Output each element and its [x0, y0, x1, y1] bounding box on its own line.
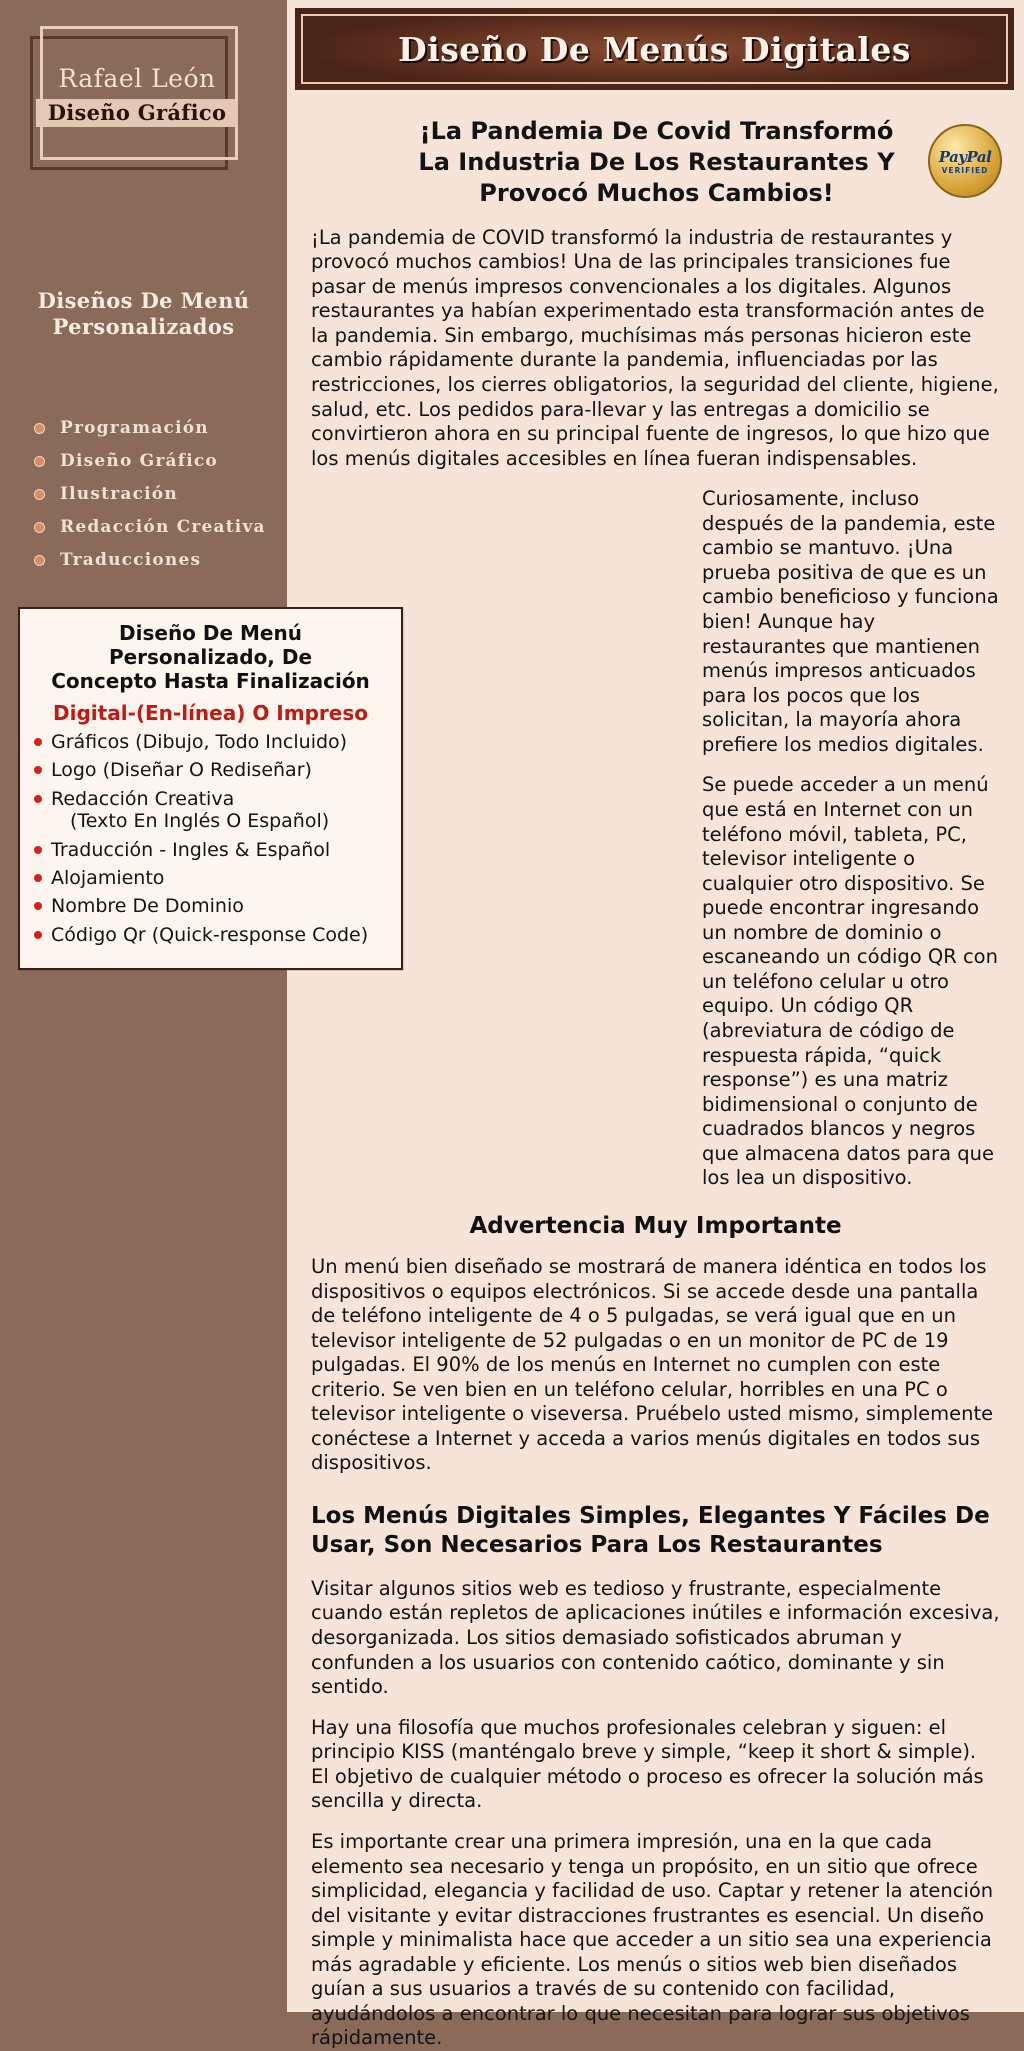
paragraph-2: Curiosamente, incluso después de la pandemia, este cambio se mantuvo. ¡Una prueba positiva de que es un cambio beneficioso y funciona bien! Aunque hay restaurantes que mantienen menús impresos anticuados para los pocos que los solicitan, la mayoría ahora prefiere los medios digitales.: [702, 487, 999, 756]
list-item: [34, 924, 387, 946]
service-card-list: [34, 731, 387, 946]
list-item-label: Redacción Creativa: [51, 787, 235, 810]
paragraph-7: Es importante crear una primera impresión, una en la que cada elemento sea necesario y tenga un propósito, en un sitio que ofrece simplicidad, elegancia y facilidad de uso. Captar y retener la atención del visitante y evitar distracciones frustrantes es esencial. Un diseño simple y minimalista hace que acceder a un sitio sea una experiencia más agradable y eficiente. Los menús o sitios web bien diseñados guían a sus usuarios a través de su contenido con facilidad, ayudándolos a encontrar lo que necesitan para lograr sus objetivos rápidamente.: [311, 1829, 994, 2050]
list-item: [34, 895, 387, 917]
list-item-label: Alojamiento: [51, 867, 165, 890]
bullet-icon: [34, 456, 45, 467]
list-item: [34, 839, 387, 861]
list-item: [34, 759, 387, 781]
paragraph-intro: ¡La pandemia de COVID transformó la industria de restaurantes y provocó muchos cambios! Una de las principales transiciones fue pasar de menús impresos convencionales a los digitales. Algunos restaurantes ya habían experimentado esta transformación antes de la pandemia. Sin embargo, muchísimas más personas hicieron este cambio rápidamente durante la pandemia, influenciadas por las restricciones, los cierres obligatorios, la seguridad del cliente, higiene, salud, etc. Los pedidos para-llevar y las entregas a domicilio se convirtieron ahora en su principal fuente de ingresos, lo que hizo que los menús digitales accesibles en línea fueran indispensables.: [311, 225, 999, 470]
sidebar-item-traducciones[interactable]: [34, 550, 266, 570]
bullet-icon: [34, 489, 45, 500]
sidebar-item-redaccion-creativa[interactable]: [34, 517, 266, 537]
bullet-icon: [34, 522, 45, 533]
sidebar: [0, 0, 287, 2012]
bullet-icon: [34, 766, 42, 774]
sidebar-heading-line2: Personalizados: [52, 314, 235, 340]
list-item: [34, 731, 387, 753]
logo-name: Rafael León: [58, 64, 216, 93]
bullet-icon: [34, 738, 42, 746]
service-card: [18, 607, 403, 970]
service-card-subtitle: Digital-(En-línea) O Impreso: [53, 701, 368, 725]
list-item: [34, 867, 387, 889]
sidebar-item-ilustracion[interactable]: [34, 484, 266, 504]
bullet-icon: [34, 795, 42, 803]
paragraph-6: Hay una filosofía que muchos profesionales celebran y siguen: el principio KISS (manténgalo breve y simple, “keep it short & simple). El objetivo de cualquier método o proceso es ofrecer la solución más sencilla y directa.: [311, 1715, 984, 1813]
paragraph-5: Visitar algunos sitios web es tedioso y frustrante, especialmente cuando están repletos de aplicaciones inútiles e información excesiva, desorganizada. Los sitios demasiado sofisticados abruman y confunden a los usuarios con contenido caótico, dominante y sin sentido.: [311, 1576, 1000, 1699]
bullet-icon: [34, 874, 42, 882]
sidebar-heading-line1: Diseños De Menú: [37, 288, 250, 313]
article-headline: ¡La Pandemia De Covid Transformó La Industria De Los Restaurantes Y Provocó Muchos Cambios!: [418, 117, 895, 208]
service-card-title-line2: Concepto Hasta Finalización: [51, 669, 370, 693]
paypal-verified-label: VERIFIED: [941, 165, 989, 175]
list-item: [34, 788, 387, 833]
sidebar-item-label: Traducciones: [60, 550, 202, 570]
list-item-label: Traducción - Ingles & Español: [51, 838, 331, 861]
list-item-subtext: (Texto En Inglés O Español): [70, 810, 330, 833]
sidebar-item-diseno-grafico[interactable]: [34, 451, 266, 471]
list-item-label: Nombre De Dominio: [51, 895, 244, 918]
sidebar-heading: [0, 288, 287, 341]
logo-subtitle: Diseño Gráfico: [36, 99, 239, 127]
bullet-icon: [34, 902, 42, 910]
paragraph-3: Se puede acceder a un menú que está en Internet con un teléfono móvil, tableta, PC, televisor inteligente o cualquier otro dispositivo. Se puede encontrar ingresando un nombre de dominio o escaneando un código QR con un teléfono celular u otro equipo. Un código QR (abreviatura de código de respuesta rápida, “quick response”) es una matriz bidimensional o conjunto de cuadrados blancos y negros que almacena datos para que los lea un dispositivo.: [702, 773, 998, 1190]
list-item-label: Gráficos (Dibujo, Todo Incluido): [51, 731, 348, 753]
bullet-icon: [34, 846, 42, 854]
bullet-icon: [34, 931, 42, 939]
service-card-title-line1: Diseño De Menú Personalizado, De: [108, 621, 313, 669]
list-item-label: Logo (Diseñar O Rediseñar): [51, 759, 312, 782]
sidebar-item-label: Diseño Gráfico: [60, 451, 218, 471]
sidebar-item-label: Redacción Creativa: [60, 517, 266, 537]
page-title: Diseño De Menús Digitales: [398, 29, 911, 69]
paypal-logo-icon: PayPal: [938, 147, 992, 166]
page-banner: [295, 8, 1014, 90]
list-item-label: Código Qr (Quick-response Code): [51, 923, 369, 946]
service-card-title: [34, 621, 387, 693]
bullet-icon: [34, 423, 45, 434]
bullet-icon: [34, 555, 45, 566]
main-content: [287, 0, 1024, 2050]
section-title-menus-digitales: Los Menús Digitales Simples, Elegantes Y Fáciles De Usar, Son Necesarios Para Los Restaurantes: [311, 1503, 990, 1559]
sidebar-item-label: Ilustración: [60, 484, 178, 504]
sidebar-item-label: Programación: [60, 418, 209, 438]
sidebar-item-programacion[interactable]: [34, 418, 266, 438]
warning-title: Advertencia Muy Importante: [469, 1212, 842, 1239]
sidebar-service-list: [34, 418, 266, 583]
paragraph-4: Un menú bien diseñado se mostrará de manera idéntica en todos los dispositivos o equipos electrónicos. Si se accede desde una pantalla de teléfono inteligente de 4 o 5 pulgadas, se verá igual que en un televisor inteligente de 52 pulgadas o en un monitor de PC de 19 pulgadas. El 90% de los menús en Internet no cumplen con este criterio. Se ven bien en un teléfono celular, horribles en una PC o televisor inteligente o viseversa. Pruébelo usted mismo, simplemente conéctese a Internet y acceda a varios menús digitales en todos sus dispositivos.: [311, 1254, 994, 1475]
paypal-verified-badge[interactable]: [928, 124, 1002, 198]
logo: [22, 64, 252, 127]
